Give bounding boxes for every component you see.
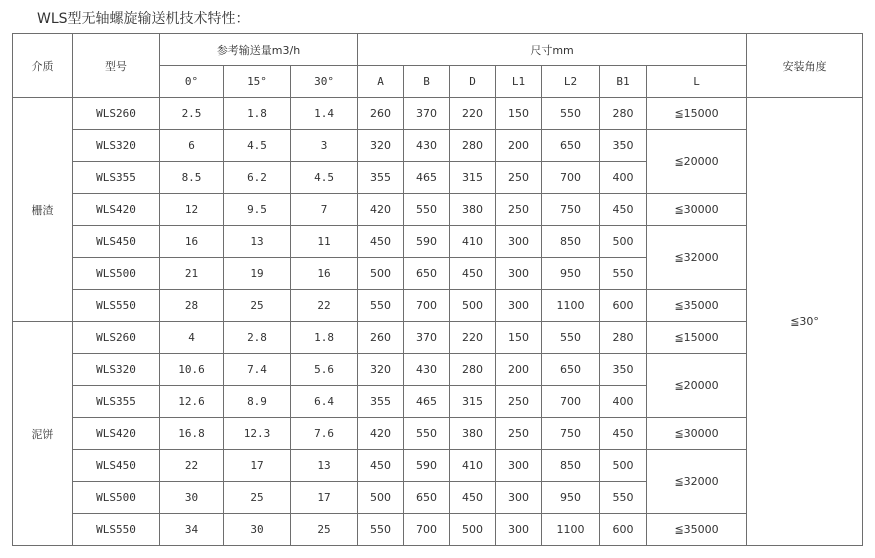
- dim-cell: 400: [600, 162, 647, 194]
- dim-cell: 250: [496, 162, 542, 194]
- model-cell: WLS450: [73, 226, 160, 258]
- dim-cell: 450: [450, 258, 496, 290]
- dim-cell: 200: [496, 354, 542, 386]
- model-cell: WLS260: [73, 322, 160, 354]
- dim-cell: 300: [496, 514, 542, 546]
- dim-cell: 430: [404, 130, 450, 162]
- dim-cell: 550: [358, 514, 404, 546]
- header-size-group: 尺寸mm: [358, 34, 747, 66]
- dim-cell: 300: [496, 482, 542, 514]
- dim-cell: 150: [496, 322, 542, 354]
- flow-cell: 3: [291, 130, 358, 162]
- header-angle-15: 15°: [224, 66, 291, 98]
- dim-cell: 500: [600, 450, 647, 482]
- install-angle-cell: ≦30°: [747, 98, 863, 546]
- flow-cell: 2.5: [160, 98, 224, 130]
- flow-cell: 6.4: [291, 386, 358, 418]
- length-cell: ≦20000: [647, 130, 747, 194]
- dim-cell: 300: [496, 226, 542, 258]
- flow-cell: 5.6: [291, 354, 358, 386]
- model-cell: WLS320: [73, 354, 160, 386]
- dim-cell: 300: [496, 290, 542, 322]
- flow-cell: 7.4: [224, 354, 291, 386]
- header-medium: 介质: [13, 34, 73, 98]
- dim-cell: 950: [542, 258, 600, 290]
- flow-cell: 13: [291, 450, 358, 482]
- model-cell: WLS355: [73, 386, 160, 418]
- dim-cell: 700: [542, 162, 600, 194]
- dim-cell: 320: [358, 354, 404, 386]
- dim-cell: 370: [404, 98, 450, 130]
- medium-cell: 栅渣: [13, 98, 73, 322]
- flow-cell: 8.9: [224, 386, 291, 418]
- dim-cell: 420: [358, 194, 404, 226]
- dim-cell: 550: [358, 290, 404, 322]
- dim-cell: 315: [450, 386, 496, 418]
- model-cell: WLS355: [73, 162, 160, 194]
- dim-cell: 550: [542, 322, 600, 354]
- flow-cell: 4.5: [224, 130, 291, 162]
- dim-cell: 465: [404, 386, 450, 418]
- dim-cell: 650: [404, 482, 450, 514]
- dim-cell: 500: [358, 482, 404, 514]
- flow-cell: 34: [160, 514, 224, 546]
- flow-cell: 21: [160, 258, 224, 290]
- table-row: [13, 226, 863, 258]
- dim-cell: 280: [450, 354, 496, 386]
- dim-cell: 315: [450, 162, 496, 194]
- dim-cell: 750: [542, 418, 600, 450]
- flow-cell: 6: [160, 130, 224, 162]
- flow-cell: 2.8: [224, 322, 291, 354]
- flow-cell: 1.4: [291, 98, 358, 130]
- dim-cell: 950: [542, 482, 600, 514]
- model-cell: WLS550: [73, 290, 160, 322]
- flow-cell: 25: [224, 290, 291, 322]
- dim-cell: 450: [358, 226, 404, 258]
- dim-cell: 200: [496, 130, 542, 162]
- flow-cell: 7: [291, 194, 358, 226]
- header-dim-b1: B1: [600, 66, 647, 98]
- header-flow-group: 参考输送量m3/h: [160, 34, 358, 66]
- flow-cell: 17: [291, 482, 358, 514]
- dim-cell: 300: [496, 258, 542, 290]
- table-row: [13, 194, 863, 226]
- flow-cell: 16: [291, 258, 358, 290]
- header-dim-d: D: [450, 66, 496, 98]
- flow-cell: 25: [291, 514, 358, 546]
- flow-cell: 8.5: [160, 162, 224, 194]
- dim-cell: 700: [542, 386, 600, 418]
- dim-cell: 600: [600, 514, 647, 546]
- dim-cell: 350: [600, 354, 647, 386]
- flow-cell: 12.6: [160, 386, 224, 418]
- flow-cell: 12: [160, 194, 224, 226]
- dim-cell: 500: [450, 290, 496, 322]
- table-row: [13, 354, 863, 386]
- model-cell: WLS420: [73, 194, 160, 226]
- dim-cell: 450: [600, 194, 647, 226]
- flow-cell: 25: [224, 482, 291, 514]
- model-cell: WLS450: [73, 450, 160, 482]
- dim-cell: 850: [542, 226, 600, 258]
- length-cell: ≦15000: [647, 98, 747, 130]
- flow-cell: 7.6: [291, 418, 358, 450]
- table-row: [13, 322, 863, 354]
- dim-cell: 700: [404, 290, 450, 322]
- header-dim-l2: L2: [542, 66, 600, 98]
- flow-cell: 28: [160, 290, 224, 322]
- dim-cell: 550: [404, 418, 450, 450]
- header-dim-b: B: [404, 66, 450, 98]
- model-cell: WLS320: [73, 130, 160, 162]
- dim-cell: 220: [450, 322, 496, 354]
- header-angle-0: 0°: [160, 66, 224, 98]
- length-cell: ≦30000: [647, 418, 747, 450]
- flow-cell: 19: [224, 258, 291, 290]
- dim-cell: 850: [542, 450, 600, 482]
- dim-cell: 280: [450, 130, 496, 162]
- dim-cell: 410: [450, 226, 496, 258]
- dim-cell: 280: [600, 98, 647, 130]
- dim-cell: 250: [496, 418, 542, 450]
- dim-cell: 1100: [542, 514, 600, 546]
- length-cell: ≦32000: [647, 450, 747, 514]
- header-angle-30: 30°: [291, 66, 358, 98]
- dim-cell: 600: [600, 290, 647, 322]
- flow-cell: 22: [160, 450, 224, 482]
- dim-cell: 250: [496, 194, 542, 226]
- dim-cell: 1100: [542, 290, 600, 322]
- dim-cell: 550: [600, 258, 647, 290]
- dim-cell: 590: [404, 226, 450, 258]
- dim-cell: 410: [450, 450, 496, 482]
- length-cell: ≦15000: [647, 322, 747, 354]
- length-cell: ≦35000: [647, 514, 747, 546]
- dim-cell: 220: [450, 98, 496, 130]
- header-dim-l: L: [647, 66, 747, 98]
- flow-cell: 30: [160, 482, 224, 514]
- dim-cell: 550: [600, 482, 647, 514]
- dim-cell: 650: [404, 258, 450, 290]
- table-row: [13, 290, 863, 322]
- dim-cell: 150: [496, 98, 542, 130]
- flow-cell: 1.8: [224, 98, 291, 130]
- dim-cell: 450: [450, 482, 496, 514]
- header-row-1: [13, 34, 863, 66]
- dim-cell: 355: [358, 162, 404, 194]
- medium-cell: 泥饼: [13, 322, 73, 546]
- flow-cell: 22: [291, 290, 358, 322]
- model-cell: WLS550: [73, 514, 160, 546]
- dim-cell: 450: [600, 418, 647, 450]
- table-row: [13, 130, 863, 162]
- model-cell: WLS420: [73, 418, 160, 450]
- dim-cell: 420: [358, 418, 404, 450]
- dim-cell: 320: [358, 130, 404, 162]
- dim-cell: 750: [542, 194, 600, 226]
- flow-cell: 16.8: [160, 418, 224, 450]
- dim-cell: 280: [600, 322, 647, 354]
- dim-cell: 500: [600, 226, 647, 258]
- header-dim-l1: L1: [496, 66, 542, 98]
- dim-cell: 350: [600, 130, 647, 162]
- dim-cell: 500: [450, 514, 496, 546]
- table-row: [13, 514, 863, 546]
- dim-cell: 380: [450, 418, 496, 450]
- flow-cell: 16: [160, 226, 224, 258]
- flow-cell: 9.5: [224, 194, 291, 226]
- flow-cell: 4: [160, 322, 224, 354]
- model-cell: WLS500: [73, 258, 160, 290]
- flow-cell: 12.3: [224, 418, 291, 450]
- table-row: [13, 98, 863, 130]
- length-cell: ≦35000: [647, 290, 747, 322]
- model-cell: WLS260: [73, 98, 160, 130]
- flow-cell: 30: [224, 514, 291, 546]
- dim-cell: 465: [404, 162, 450, 194]
- flow-cell: 6.2: [224, 162, 291, 194]
- dim-cell: 380: [450, 194, 496, 226]
- dim-cell: 300: [496, 450, 542, 482]
- dim-cell: 650: [542, 354, 600, 386]
- table-title: WLS型无轴螺旋输送机技术特性：: [37, 11, 250, 27]
- length-cell: ≦20000: [647, 354, 747, 418]
- dim-cell: 430: [404, 354, 450, 386]
- dim-cell: 650: [542, 130, 600, 162]
- flow-cell: 4.5: [291, 162, 358, 194]
- dim-cell: 700: [404, 514, 450, 546]
- model-cell: WLS500: [73, 482, 160, 514]
- dim-cell: 355: [358, 386, 404, 418]
- dim-cell: 250: [496, 386, 542, 418]
- flow-cell: 10.6: [160, 354, 224, 386]
- length-cell: ≦32000: [647, 226, 747, 290]
- dim-cell: 450: [358, 450, 404, 482]
- table-row: [13, 418, 863, 450]
- flow-cell: 1.8: [291, 322, 358, 354]
- header-dim-a: A: [358, 66, 404, 98]
- header-model: 型号: [73, 34, 160, 98]
- dim-cell: 370: [404, 322, 450, 354]
- dim-cell: 550: [542, 98, 600, 130]
- table-row: [13, 450, 863, 482]
- length-cell: ≦30000: [647, 194, 747, 226]
- dim-cell: 590: [404, 450, 450, 482]
- flow-cell: 17: [224, 450, 291, 482]
- dim-cell: 500: [358, 258, 404, 290]
- flow-cell: 11: [291, 226, 358, 258]
- dim-cell: 260: [358, 322, 404, 354]
- spec-table: [12, 33, 863, 546]
- flow-cell: 13: [224, 226, 291, 258]
- header-install-angle: 安装角度: [747, 34, 863, 98]
- dim-cell: 260: [358, 98, 404, 130]
- dim-cell: 550: [404, 194, 450, 226]
- dim-cell: 400: [600, 386, 647, 418]
